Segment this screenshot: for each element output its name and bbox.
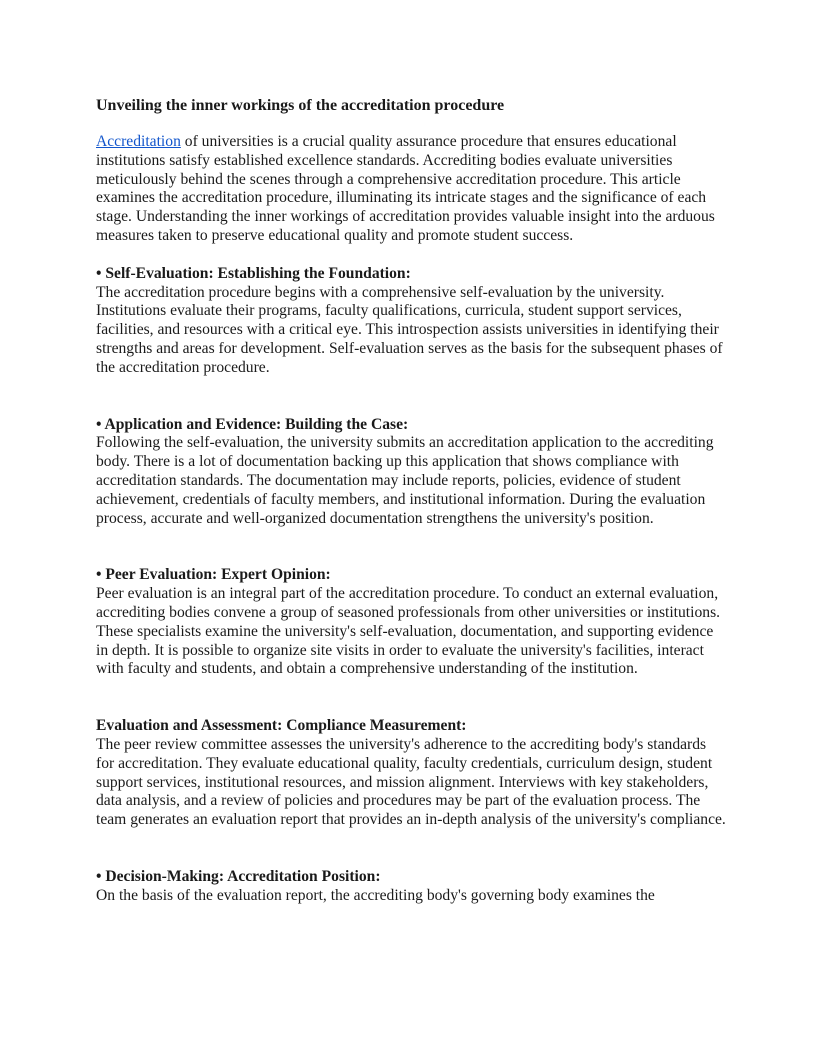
intro-text: of universities is a crucial quality assurance procedure that ensures educational institutions satisfy established excellence standards. Accrediting bodies evaluate universities meticulously behind the scenes through a comprehensive accreditation procedure. This article examines the accreditation procedure, illuminating its intricate stages and the significance of each stage. Understanding the inner workings of accreditation provides valuable insight into the arduous measures taken to preserve educational quality and promote student success. <box>96 133 715 244</box>
section-body: Following the self-evaluation, the university submits an accreditation application to the accrediting body. There is a lot of documentation backing up this application that shows compliance with accreditation standards. The documentation may include reports, policies, evidence of student achievement, credentials of faculty members, and institutional information. During the evaluation process, accurate and well-organized documentation strengthens the university's position. <box>96 434 714 527</box>
section-heading: • Decision-Making: Accreditation Position: <box>96 867 381 885</box>
section-body: On the basis of the evaluation report, the accrediting body's governing body examines the <box>96 886 655 904</box>
document-page <box>96 96 726 906</box>
section-application-evidence <box>96 416 726 529</box>
section-heading: • Self-Evaluation: Establishing the Foundation: <box>96 264 411 282</box>
section-heading: • Application and Evidence: Building the Case: <box>96 415 409 433</box>
section-body: The peer review committee assesses the university's adherence to the accrediting body's standards for accreditation. They evaluate educational quality, faculty credentials, curriculum design, student support services, institutional resources, and mission alignment. Interviews with key stakeholders, data analysis, and a review of policies and procedures may be part of the evaluation process. The team generates an evaluation report that provides an in-depth analysis of the university's compliance. <box>96 735 726 829</box>
section-body: The accreditation procedure begins with a comprehensive self-evaluation by the university. Institutions evaluate their programs, faculty qualifications, curricula, student support services, facilities, and resources with a critical eye. This introspection assists universities in identifying their strengths and areas for development. Self-evaluation serves as the basis for the subsequent phases of the accreditation procedure. <box>96 283 723 376</box>
section-decision-making <box>96 868 726 906</box>
document-title: Unveiling the inner workings of the accreditation procedure <box>96 97 505 114</box>
section-peer-evaluation <box>96 566 726 679</box>
section-self-evaluation <box>96 265 726 378</box>
section-evaluation-assessment <box>96 717 726 830</box>
section-body: Peer evaluation is an integral part of the accreditation procedure. To conduct an external evaluation, accrediting bodies convene a group of seasoned professionals from other universities or institutions. These specialists examine the university's self-evaluation, documentation, and supporting evidence in depth. It is possible to organize site visits in order to evaluate the university's facilities, interact with faculty and students, and obtain a comprehensive understanding of the institution. <box>96 585 721 678</box>
intro-paragraph <box>96 133 726 246</box>
accreditation-link[interactable]: Accreditation <box>96 133 181 150</box>
section-heading: Evaluation and Assessment: Compliance Measurement: <box>96 717 467 735</box>
section-heading: • Peer Evaluation: Expert Opinion: <box>96 566 331 584</box>
